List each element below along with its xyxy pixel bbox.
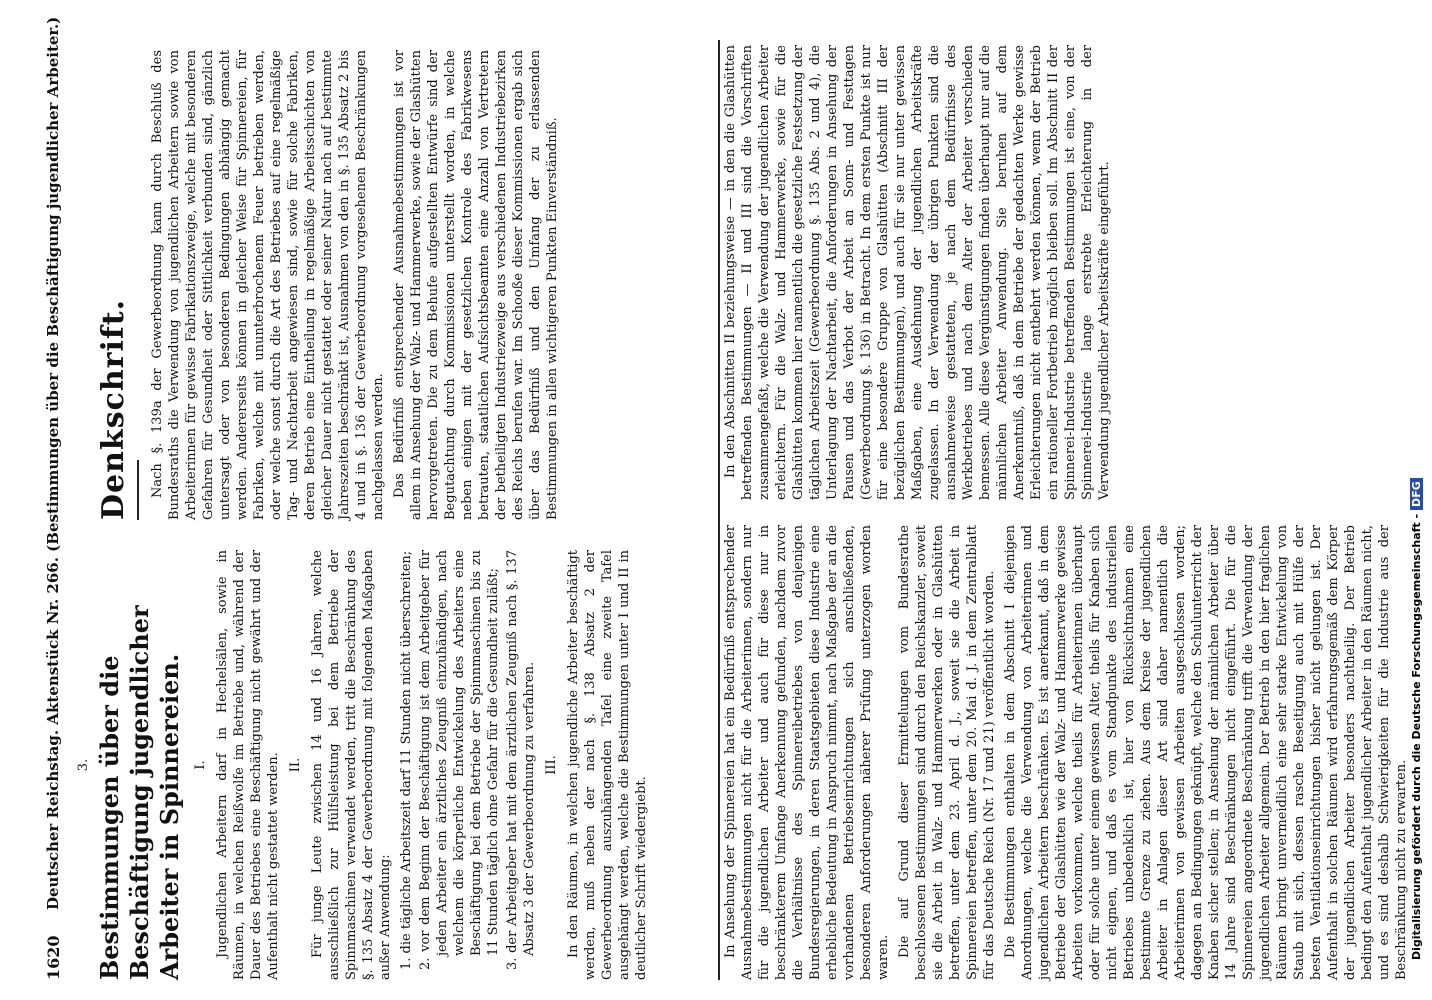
page-header-title: Deutscher Reichstag. Aktenstück Nr. 266. (Bestimmungen über die Beschäftigung jugendlicher Arbeiter.)	[44, 16, 62, 910]
right-page	[718, 40, 1409, 980]
section-roman-1: I.	[193, 760, 208, 770]
column-right-page-left	[722, 525, 1409, 980]
paragraph: Für junge Leute zwischen 14 und 16 Jahren, welche ausschließlich zur Hülfsleistung bei dem Betriebe der Spinnmaschinen verwendet werden, tritt die Beschränkung des §. 135 Absatz 4 der Gewerbeordnung mit folgenden Maßgaben außer Anwendung:	[310, 550, 393, 980]
list-item: 1. die tägliche Arbeitszeit darf 11 Stunden nicht überschreiten;	[399, 550, 414, 970]
dfg-logo: DFG	[1410, 478, 1423, 510]
denkschrift-heading: Denkschrift.	[96, 298, 131, 520]
paragraph: In den Abschnitten II beziehungsweise — in den die Glashütten betreffenden Bestimmungen — II und III sind die Vorschriften zusammengefaßt, welche die Verwendung der jugendlichen Arbeiter erleichtern. Für die Walz- und Hammerwerke, sowie für die Glashütten kommen hier namentlich die gesetzliche Festsetzung der täglichen Arbeitszeit (Gewerbeordnung §. 135 Abs. 2 und 4), die Unterlagung der Nachtarbeit, die Anforderungen in Ansehung der Pausen und das Verbot der Arbeit an Sonn- und Festtagen (Gewerbeordnung §. 136) in Betracht. In dem ersten Punkte ist nur für eine besondere Gruppe von Glashütten (Abschnitt III der bezüglichen Bestimmungen), und auch für sie nur unter gewissen Maßgaben, eine Ausdehnung der jugendlichen Arbeitskräfte zugelassen. In der Verwendung der übrigen Punkten sind die ausnahmeweise gestatteten, je nach dem Bedürfnisse des Werkbetriebes und nach dem Alter der Arbeiter verschieden bemessen. Alle diese Vergünstigungen finden überhaupt nur auf die männlichen Arbeiter Anwendung. Sie beruhen auf dem Anerkenntniß, daß in dem Betriebe der gedachten Werke gewisse Erleichterungen nicht entbehrt werden können, wenn der Betrieb ein rationeller Fortbetrieb möglich bleiben soll. Im Abschnitt II der Spinnerei-Industrie betreffenden Bestimmungen ist eine, von der Spinnerei-Industrie lange erstrebte Erleichterung in der Verwendung jugendlicher Arbeitskräfte eingeführt.	[723, 45, 1112, 500]
paragraph: Die auf Grund dieser Ermittelungen vom Bundesrathe beschlossenen Bestimmungen sind durch den Reichskanzler, soweit sie die Arbeit in Walz- und Hammerwerken oder in Glashütten betreffen, unter dem 23. April d. J., soweit sie die Arbeit in Spinnereien betreffen, unter dem 20. Mai d. J. in dem Zentralblatt für das Deutsche Reich (Nr. 17 und 21) veröffentlicht worden.	[897, 525, 997, 980]
paragraph: Nach §. 139a der Gewerbeordnung kann durch Beschluß des Bundesraths die Verwendung von jugendlichen Arbeitern sowie von Arbeiterinnen für gewisse Fabrikationszweige, welche mit besonderen Gefahren für Gesundheit oder Sittlichkeit verbunden sind, gänzlich untersagt oder von besonderen Bedingungen abhängig gemacht werden. Andererseits können in gleicher Weise für Spinnereien, für Fabriken, welche mit ununterbrochenem Feuer betrieben werden, oder welche sonst durch die Art des Betriebes auf eine regelmäßige Tag- und Nachtarbeit angewiesen sind, sowie für solche Fabriken, deren Betrieb eine Eintheilung in regelmäßige Arbeitsschichten von gleicher Dauer nicht gestattet oder seiner Natur nach auf bestimmte Jahreszeiten beschränkt ist, Ausnahmen von den in §. 135 Absatz 2 bis 4 und in §. 136 der Gewerbeordnung vorgesehenen Beschränkungen nachgelassen werden.	[150, 50, 386, 520]
heading-rule	[137, 460, 139, 520]
list-item: 3. der Arbeitgeber hat mit dem ärztlichen Zeugniß nach §. 137 Absatz 3 der Gewerbeordnung zu verfahren.	[505, 550, 537, 970]
paragraph: Die Bestimmungen enthalten in dem Abschnitt I diejenigen Anordnungen, welche die Verwendung von Arbeiterinnen und jugendlichen Arbeitern beschränken. Es ist anerkannt, daß in dem Betriebe der Glashütten wie der Walz- und Hammerwerke gewisse Arbeiten vorkommen, welche theils für Arbeiterinnen überhaupt oder für solche unter einem gewissen Alter, theils für Knaben sich nicht eignen, und daß es vom Standpunkte des industriellen Betriebes unbedenklich ist, hier von Rücksichtnahmen eine bestimmte Grenze zu ziehen. Aus dem Kreise der jugendlichen Arbeiter in Anlagen dieser Art sind daher namentlich die Arbeiterinnen von gewissen Arbeiten ausgeschlossen worden; dagegen an Bedingungen geknüpft, welche den Schulunterricht der Knaben sicher stellen; in Ansehung der männlichen Arbeiter über 14 Jahre sind Beschränkungen nicht eingeführt. Die für die Spinnereien angeordnete Beschränkung trifft die Verwendung der jugendlichen Arbeiter allgemein. Der Betrieb in den hier fraglichen Räumen bringt unvermeidlich eine sehr starke Entwickelung von Staub mit sich, dessen rasche Beseitigung auch mit Hülfe der besten Ventilationseinrichtungen bisher nicht gelungen ist. Der Aufenthalt in solchen Räumen wird erfahrungsgemäß dem Körper der jugendlichen Arbeiter besonders nachtheilig. Der Betrieb bedingt den Aufenthalt jugendlicher Arbeiter in den Räumen nicht, und es sind deshalb Schwierigkeiten für die Industrie aus der Beschränkung nicht zu erwarten.	[1003, 525, 1409, 980]
section-roman-3: III.	[544, 755, 559, 775]
page-separator	[718, 40, 720, 980]
credit-text: Digitalisierung gefördert durch die Deutsche Forschungsgemeinschaft -	[1410, 513, 1423, 960]
section-number: 3.	[76, 758, 91, 772]
left-page	[36, 16, 696, 980]
paragraph: In Ansehung der Spinnereien hat ein Bedürfniß entsprechender Ausnahmebestimmungen nicht für die Arbeiterinnen, sondern nur für die jugendlichen Arbeiter und auch für diese nur in beschränkterem Umfange Anerkennung gefunden, nachdem zuvor die Verhältnisse des Spinnereibetriebes von denjenigen Bundesregierungen, in deren Staatsgebieten diese Industrie eine erhebliche Bedeutung in Anspruch nimmt, nach Maßgabe der an die vorhandenen Betriebseinrichtungen sich anschließenden, besonderen Anforderungen näherer Prüfung unterzogen worden waren.	[723, 525, 891, 980]
paragraph: Jugendlichen Arbeitern darf in Hechelsälen, sowie in Räumen, in welchen Reißwolfe im Betriebe und, während der Dauer des Betriebes eine Beschäftigung nicht gewährt und der Aufenthalt nicht gestattet werden.	[215, 550, 281, 980]
digitization-credit	[1410, 20, 1423, 960]
page-number: 1620	[44, 935, 63, 980]
column-denkschrift	[70, 50, 690, 520]
list-item: 2. vor dem Beginn der Beschäftigung ist dem Arbeitgeber für jeden Arbeiter ein ärztliches Zeugniß einzuhändigen, nach welchem die körperliche Entwickelung des Arbeiters eine Beschäftigung bei dem Betriebe der Spinnmaschinen bis zu 11 Stunden täglich ohne Gefahr für die Gesundheit zuläßt;	[418, 550, 501, 970]
paragraph: Das Bedürfniß entsprechender Ausnahmebestimmungen ist vor allem in Ansehung der Walz- und Hammerwerke, sowie der Glashütten hervorgetreten. Die zu dem Behufe aufgestellten Entwürfe sind der Begutachtung durch Kommissionen unterstellt worden, in welche neben einigen mit der gesetzlichen Kontrole des Fabrikwesens betrauten, staatlichen Aufsichtsbeamten eine Anzahl von Vertretern der betheiligten Industriezweige aus verschiedenen Industriebezirken des Reichs berufen war. Im Schooße dieser Kommissionen ergab sich über das Bedürfniß und den Umfang der zu erlassenden Bestimmungen in allen wichtigeren Punkten Einverständniß.	[392, 50, 560, 520]
column-regulations	[70, 550, 690, 980]
page-header	[36, 16, 66, 980]
column-right-page-right	[722, 45, 1382, 500]
section-roman-2: II.	[288, 757, 303, 773]
paragraph: In den Räumen, in welchen jugendliche Arbeiter beschäftigt werden, muß neben der nach §. 138 Absatz 2 der Gewerbeordnung auszuhängenden Tafel eine zweite Tafel ausgehängt werden, welche die Bestimmungen unter I und II in deutlicher Schrift wiedergiebt.	[566, 550, 649, 980]
regulations-title: Bestimmungen über die Beschäftigung jugendlicher Arbeiter in Spinnereien.	[95, 605, 184, 980]
